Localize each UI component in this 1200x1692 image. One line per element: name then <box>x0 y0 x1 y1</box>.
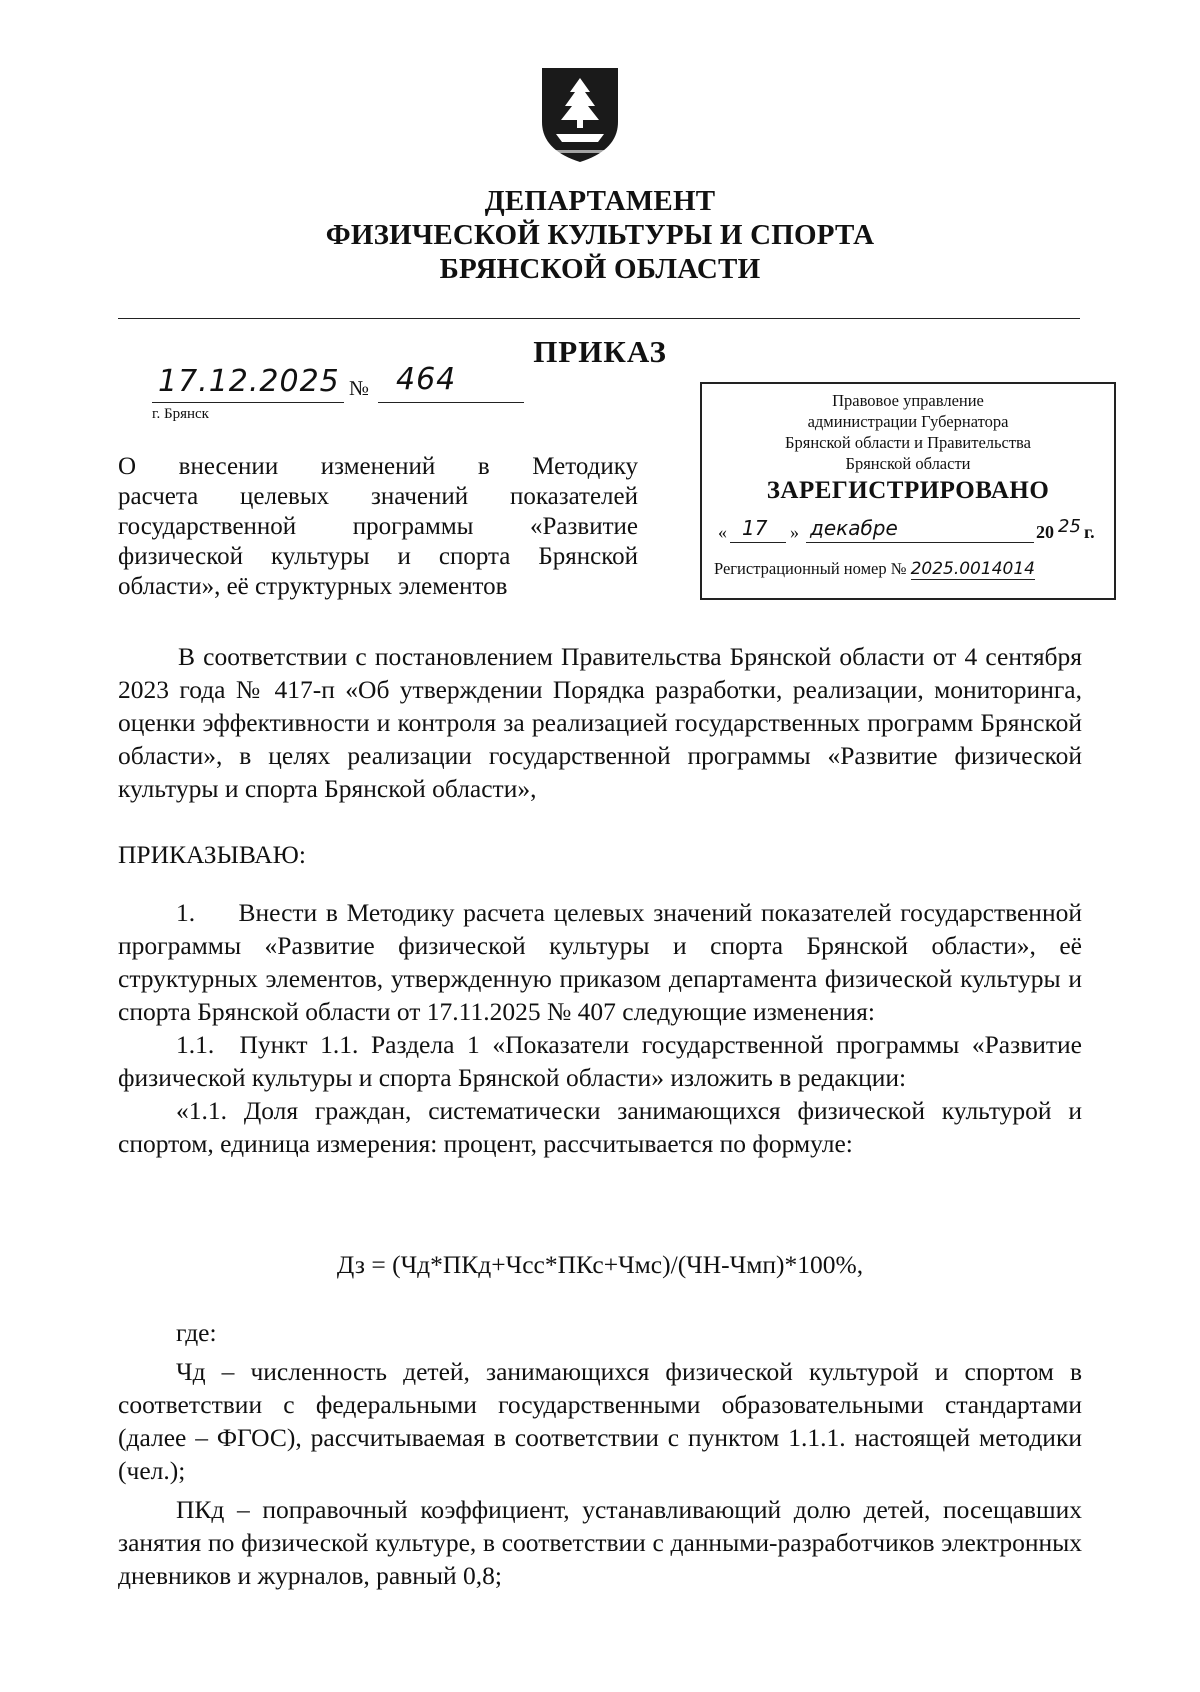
stamp-line-1: Правовое управление <box>832 391 984 410</box>
order-number: 464 <box>396 362 457 397</box>
definition-chd: Чд – численность детей, занимающихся физической культурой и спортом в соответствии с федеральными государственными образовательными стандартами (далее – ФГОС), рассчитываемая в соответствии с пунктом 1.1.1. настоящей методики (чел.); <box>118 1357 1082 1485</box>
stamp-day: 17 <box>742 516 768 540</box>
stamp-quote-open: « <box>718 522 727 542</box>
dept-line-3: БРЯНСКОЙ ОБЛАСТИ <box>439 253 761 285</box>
definitions <box>118 1316 1082 1592</box>
stamp-reg-label: Регистрационный номер № <box>714 559 907 578</box>
number-sign: № <box>349 376 370 400</box>
stamp-line-2: администрации Губернатора <box>807 412 1009 431</box>
order-title: ПРИКАЗ <box>533 334 667 369</box>
order-city: г. Брянск <box>152 406 209 422</box>
stamp-day-underline <box>730 542 786 543</box>
stamp-year-prefix: 20 <box>1036 522 1054 542</box>
stamp-reg-number <box>714 559 1108 585</box>
subject-line-1: О внесении изменений в Методику <box>118 453 638 480</box>
date-underline <box>152 402 344 403</box>
stamp-quote-close: » <box>790 522 799 542</box>
department-heading <box>0 184 1200 286</box>
item-1-1: 1.1. Пункт 1.1. Раздела 1 «Показатели государственной программы «Развитие физической культуры и спорта Брянской области» изложить в редакции: <box>118 1030 1082 1092</box>
dept-line-2: ФИЗИЧЕСКОЙ КУЛЬТУРЫ И СПОРТА <box>325 219 875 251</box>
stamp-month-underline <box>806 542 1034 543</box>
order-subject <box>118 452 638 602</box>
bryansk-coat-of-arms-icon <box>538 64 622 164</box>
where-label: где: <box>176 1318 217 1347</box>
stamp-reg-date <box>714 516 1108 546</box>
stamp-year: 25 <box>1058 516 1081 537</box>
dept-line-1: ДЕПАРТАМЕНТ <box>484 185 716 217</box>
stamp-year-suffix: г. <box>1084 522 1095 542</box>
number-underline <box>378 402 524 403</box>
order-date: 17.12.2025 <box>158 364 340 399</box>
order-word: ПРИКАЗЫВАЮ: <box>118 840 306 869</box>
stamp-reg-number-value: 2025.0014014 <box>910 559 1035 579</box>
quote-1-1: «1.1. Доля граждан, систематически занимающихся физической культурой и спортом, единица измерения: процент, рассчитывается по формуле: <box>118 1096 1082 1158</box>
item-1: 1. Внести в Методику расчета целевых значений показателей государственной программы «Развитие физической культуры и спорта Брянской области», её структурных элементов, утвержденную приказом департамента физической культуры и спорта Брянской области от 17.11.2025 № 407 следующие изменения: <box>118 898 1082 1026</box>
registration-stamp <box>700 382 1116 600</box>
subject-line-4: физической культуры и спорта Брянской <box>118 543 638 570</box>
preamble-text: В соответствии с постановлением Правительства Брянской области от 4 сентября 2023 года № 417-п «Об утверждении Порядка разработки, реализации, мониторинга, оценки эффективности и контроля за реализацией государственных программ Брянской области», в целях реализации государственной программы «Развитие физической культуры и спорта Брянской области», <box>118 642 1082 803</box>
header-divider <box>118 318 1080 319</box>
formula: Дз = (Чд*ПКд+Чсс*ПКс+Чмс)/(ЧН-Чмп)*100%, <box>336 1250 864 1279</box>
stamp-line-4: Брянской области <box>845 454 971 473</box>
preamble-paragraph <box>118 640 1082 805</box>
stamp-status: ЗАРЕГИСТРИРОВАНО <box>766 477 1050 504</box>
stamp-month: декабре <box>810 516 898 540</box>
subject-line-2: расчета целевых значений показателей <box>118 483 638 510</box>
definition-pkd: ПКд – поправочный коэффициент, устанавливающий долю детей, посещавших занятия по физической культуре, в соответствии с данными-разработчиков электронных дневников и журналов, равный 0,8; <box>118 1495 1082 1590</box>
subject-line-3: государственной программы «Развитие <box>118 513 638 540</box>
stamp-line-3: Брянской области и Правительства <box>785 433 1031 452</box>
subject-line-5: области», её структурных элементов <box>118 573 508 600</box>
order-items <box>118 896 1082 1160</box>
